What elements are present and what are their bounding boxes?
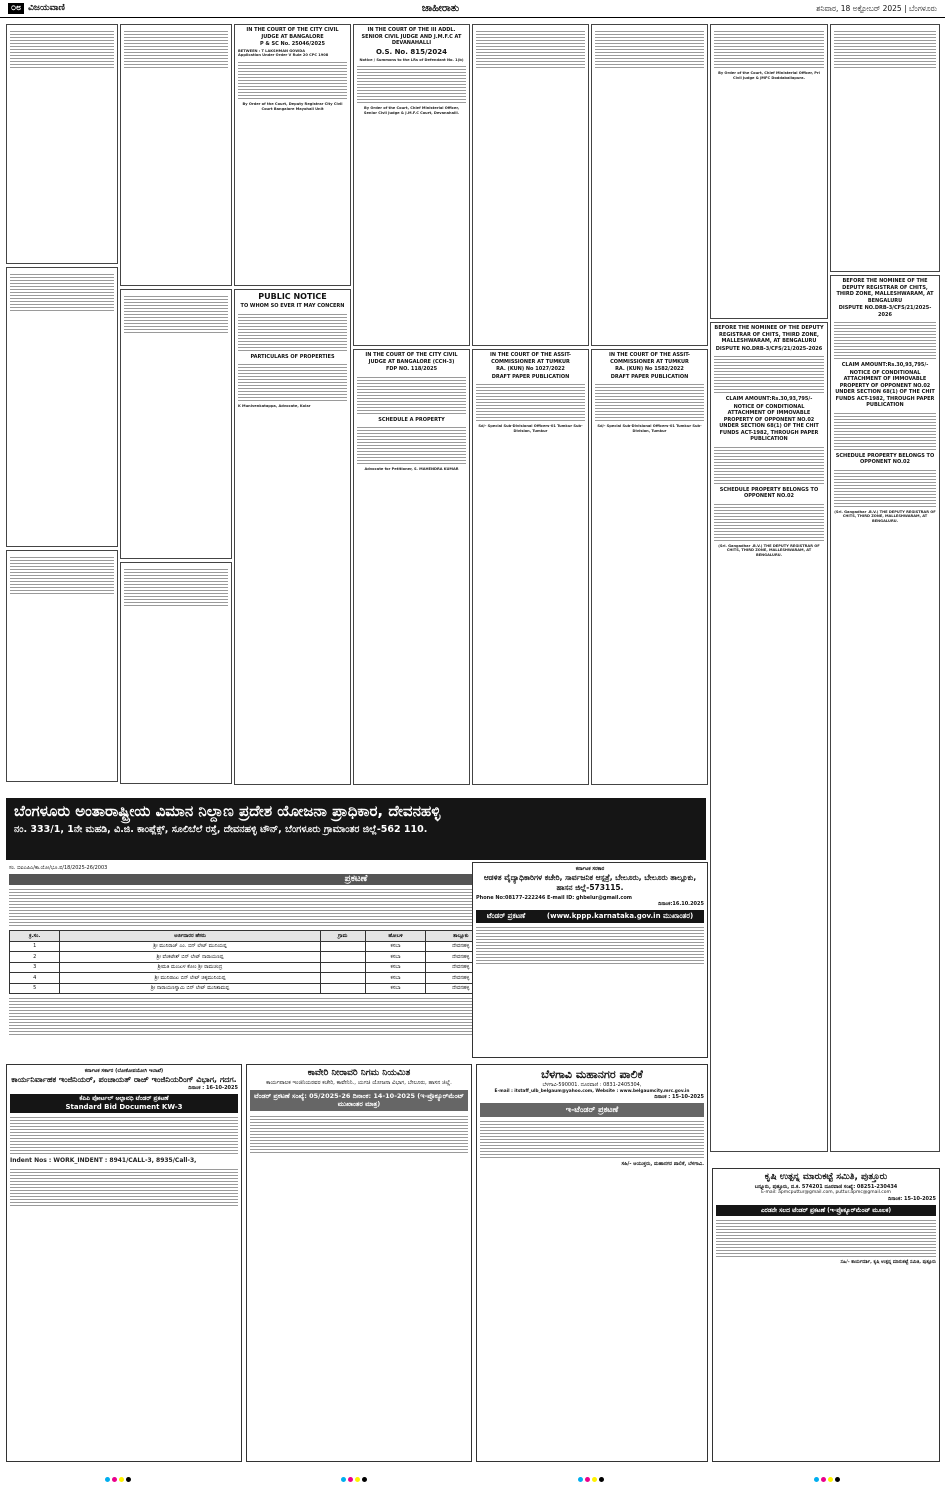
table-cell: 1 [10, 941, 60, 952]
table-header: ಹೋಬಳಿ [365, 931, 426, 942]
notice-kannada-6 [120, 562, 232, 784]
cauvery-tender [246, 1064, 472, 1462]
advocate: Advocate for Petitioner, S. MAHENDRA KUMAR [364, 467, 459, 471]
table-cell: ಶ್ರೀ ವೆಂಕಟೇಶ್ ಬಿನ್ ಲೇಟ್ ನಾರಾಯಣಪ್ಪ [60, 952, 320, 963]
body-text-block [716, 1218, 936, 1258]
notice-deputy-registrar-2 [830, 275, 940, 1152]
case-number: FDP NO. 118/2025 [385, 366, 438, 372]
tender-heading: ಟೆಂಡರ್ ಪ್ರಕಟಣೆ ಸಂಖ್ಯೆ: 05/2025-26 ದಿನಾಂಕ: 14-10-2025 (ಇ-ಪ್ರೊಕ್ಯೂರ್‌ಮೆಂಟ್ ಮುಖಾಂತರ ಮಾತ್ರ) [250, 1090, 468, 1111]
notice-title: IN THE COURT OF THE CITY CIVIL JUDGE AT BANGALORE [246, 27, 339, 40]
column-8 [830, 24, 940, 1164]
body-text-block [480, 1119, 704, 1159]
schedule: SCHEDULE PROPERTY BELONGS TO OPPONENT NO.02 [719, 486, 819, 499]
table-cell [320, 983, 365, 994]
body-text-block [714, 445, 824, 485]
draft-label: DRAFT PAPER PUBLICATION [610, 373, 689, 380]
issue-date: ಶನಿವಾರ, 18 ಅಕ್ಟೋಬರ್ 2025 | ಬೆಂಗಳೂರು [816, 3, 937, 13]
bial-address: ನಂ. 333/1, 1ನೇ ಮಹಡಿ, ವಿ.ಜಿ. ಕಾಂಪ್ಲೆಕ್ಸ್, ಸೂಲಿಬೆಲೆ ರಸ್ತೆ, ದೇವನಹಳ್ಳಿ ಟೌನ್, ಬೆಂಗಳೂರು ಗ್ರಾಮಾಂತರ ಜಿಲ್ಲೆ-562 110. [14, 823, 428, 835]
signed-by: (Sri. Gangadhar .B.V.) THE DEPUTY REGISTRAR OF CHITS, THIRD ZONE, MALLESHWARAM, AT BENGALURU. [718, 543, 820, 557]
column-4 [353, 24, 470, 792]
column-7 [710, 24, 828, 1164]
apmc-address: ಬನ್ನೂರು, ಪುತ್ತೂರು, ದ.ಕ. 574201 ದೂರವಾಣಿ ಸಂಖ್ಯೆ: 08251-230434 [754, 1183, 898, 1190]
notice-heading: NOTICE OF CONDITIONAL ATTACHMENT OF IMMOVABLE PROPERTY OF OPPONENT NO.02 UNDER SECTION 68(1) OF THE CHIT FUNDS ACT-1982, THROUGH PAPER PUBLICATION [719, 403, 819, 442]
notice-kannada-2 [6, 267, 118, 547]
notice-kannada-5 [120, 289, 232, 559]
body-text-block [238, 60, 347, 100]
gov-label: ಕರ್ನಾಟಕ ಸರಕಾರ [575, 866, 605, 872]
table-cell: ಕಸಬಾ [365, 962, 426, 973]
body-text-block [124, 567, 228, 607]
table-header: ತಾಲ್ಲೂಕು [426, 931, 496, 942]
body-text-block [714, 29, 824, 69]
notice-kannada-10 [830, 24, 940, 272]
section-title: ಜಾಹೀರಾತು [421, 3, 460, 14]
cauvery-title: ಕಾವೇರಿ ನೀರಾವರಿ ನಿಗಮ ನಿಯಮಿತ [307, 1068, 411, 1078]
kw-english: Standard Bid Document KW-3 [65, 1102, 183, 1111]
kw-heading [10, 1094, 238, 1113]
column-6 [591, 24, 708, 792]
cauvery-sub: ಕಾರ್ಯಪಾಲಕ ಇಂಜಿನಿಯರವರ ಕಚೇರಿ, ಕಾವೇನಿನಿ., ಯಗಚಿ ಯೋಜನಾ ವಿಭಾಗ, ಬೇಲೂರು, ಹಾಸನ ಜಿಲ್ಲೆ. [266, 1079, 452, 1086]
petitioner: BETWEEN : T LAKSHMAN GOWDA [238, 48, 305, 53]
body-text-block [357, 375, 466, 415]
signed-by: Sd/- Special Sub-Divisional Officers-01 Tumkur Sub-Division, Tumkur [478, 424, 583, 433]
pwd-title: ಕಾರ್ಯನಿರ್ವಾಹಕ ಇಂಜಿನಿಯರ್, ಪಂಚಾಯತ್ ರಾಜ್ ಇಂಜಿನಿಯರಿಂಗ್ ವಿಭಾಗ, ಗದಗ. [11, 1074, 237, 1084]
notice-city-civil-cch3 [353, 349, 470, 785]
body-text-block [714, 354, 824, 394]
hospital-date: ದಿನಾಂಕ:16.10.2025 [658, 901, 704, 908]
notice-tumkur-1 [472, 349, 589, 785]
table-header: ಕ್ರ.ಸಂ. [10, 931, 60, 942]
apmc-sign: ಸಹಿ/- ಕಾರ್ಯದರ್ಶಿ, ಕೃಷಿ ಉತ್ಪನ್ನ ಮಾರುಕಟ್ಟೆ ಸಮಿತಿ, ಪುತ್ತೂರು [840, 1260, 936, 1266]
table-cell: 2 [10, 952, 60, 963]
belagavi-sign: ಸಹಿ/- ಆಯುಕ್ತರು, ಮಹಾನಗರ ಪಾಲಿಕೆ, ಬೆಳಗಾವಿ. [621, 1161, 704, 1168]
page-header [0, 0, 945, 18]
claim-amount: CLAIM AMOUNT:Rs.30,93,795/- [841, 362, 929, 368]
notice-title: IN THE COURT OF THE III ADDL. SENIOR CIVIL JUDGE AND J.M.F.C AT DEVANAHALLI [361, 27, 462, 46]
body-text-block [10, 555, 114, 595]
bial-title: ಬೆಂಗಳೂರು ಅಂತಾರಾಷ್ಟ್ರೀಯ ವಿಮಾನ ನಿಲ್ದಾಣ ಪ್ರದೇಶ ಯೋಜನಾ ಪ್ರಾಧಿಕಾರ, ದೇವನಹಳ್ಳಿ [14, 802, 441, 820]
notice-tumkur-2 [591, 349, 708, 785]
notice-title: IN THE COURT OF THE ASSIT- COMMISSIONER AT TUMKUR [609, 352, 690, 365]
belagavi-title: ಬೆಳಗಾವಿ ಮಹಾನಗರ ಪಾಲಿಕೆ [541, 1068, 643, 1081]
schedule: SCHEDULE PROPERTY BELONGS TO OPPONENT NO.02 [835, 452, 935, 465]
tender-url: (www.kppp.karnataka.gov.in ಮುಖಾಂತರ) [546, 911, 694, 920]
body-text-block [10, 1167, 238, 1207]
particulars: PARTICULARS OF PROPERTIES [250, 353, 335, 360]
body-text-block [834, 468, 936, 508]
kw-kannada: ಕೆಪಿಪಿ ಪೋರ್ಟಲ್ ಅಲ್ಪಾವಧಿ ಟೆಂಡರ್ ಪ್ರಕಟಣೆ [79, 1094, 169, 1102]
table-cell: ಶ್ರೀ ನಾರಾಯಣಸ್ವಾಮಿ ಬಿನ್ ಲೇಟ್ ಮುನಿಶಾಮಪ್ಪ [60, 983, 320, 994]
draft-label: DRAFT PAPER PUBLICATION [491, 373, 570, 380]
by-order: By Order of the Court, Chief Ministerial Officer, Prl Civil Judge & JMFC Doddaballapura. [718, 71, 820, 80]
body-text-block [476, 382, 585, 422]
body-text-block [250, 1114, 468, 1154]
table-cell [320, 962, 365, 973]
table-cell: ಶ್ರೀ ಮುನಿರಾಜು ಬಿನ್ ಲೇಟ್ ಚಿಕ್ಕಮುನಿಯಪ್ಪ [60, 973, 320, 984]
table-cell: ಶ್ರೀ ಮುನಿರಾಜ್ ಎಂ. ಬಿನ್ ಲೇಟ್ ಮುನಿಯಪ್ಪ [60, 941, 320, 952]
prakatane-heading: ಪ್ರಕಟಣೆ [9, 874, 703, 886]
body-text-block [238, 362, 347, 402]
case-number: RA. (KUN) No 1582/2022 [615, 366, 684, 372]
notice-heading: NOTICE OF CONDITIONAL ATTACHMENT OF IMMOVABLE PROPERTY OF OPPONENT NO.02 UNDER SECTION 68(1) OF THE CHIT FUNDS ACT-1982, THROUGH PAPER PUBLICATION [835, 369, 935, 408]
apmc-email: E-mail: apmcputtur@gmail.com, puttur.apmc@gmail.com [761, 1190, 891, 1196]
dispute-no: DISPUTE NO.DRB-3/CFS/21/2025-2026 [715, 345, 823, 352]
by-order: By Order of the Court, Deputy Registrar City Civil Court Bangalore Mayohall Unit [242, 101, 343, 111]
notice-title: IN THE COURT OF THE CITY CIVIL JUDGE AT BANGALORE (CCH-3) [365, 352, 458, 365]
claim-amount: CLAIM AMOUNT:Rs.30,93,795/- [725, 396, 813, 402]
paper-name: ವಿಜಯವಾಣಿ [28, 2, 65, 13]
advocate: K Munivenkatappa, Advocate, Kolar [238, 404, 311, 409]
table-cell: ಕಸಬಾ [365, 941, 426, 952]
notice-title: BEFORE THE NOMINEE OF THE DEPUTY REGISTRAR OF CHITS, THIRD ZONE, MALLESHWARAM, AT BENGALURU [836, 278, 934, 304]
table-cell: ಕಸಬಾ [365, 983, 426, 994]
table-cell: ದೇವನಹಳ್ಳಿ [426, 973, 496, 984]
tender-heading: ಎರಡನೇ ಸಲದ ಟೆಂಡರ್ ಪ್ರಕಟಣೆ (ಇ-ಪ್ರೊಕ್ಯೂರ್‌ಮೆಂಟ್ ಮೂಲಕ) [716, 1205, 936, 1217]
belagavi-tender [476, 1064, 708, 1462]
notice-kannada-3 [6, 550, 118, 782]
hospital-title: ಆಡಳಿತ ವೈದ್ಯಾಧಿಕಾರಿಗಳ ಕಚೇರಿ, ಸಾರ್ವಜನಿಕ ಆಸ್ಪತ್ರೆ, ಬೇಲೂರು, ಬೇಲೂರು ತಾಲ್ಲೂಕು, ಹಾಸನ ಜಿಲ್ಲೆ-573115. [483, 872, 697, 892]
table-cell [320, 952, 365, 963]
notice-deputy-registrar-1 [710, 322, 828, 1152]
signed-by: Sd/- Special Sub-Divisional Officers-01 Tumkur Sub-Division, Tumkur [597, 424, 702, 433]
notice-city-civil [234, 24, 351, 286]
body-text-block [357, 425, 466, 465]
gov-label: ಕರ್ನಾಟಕ ಸರ್ಕಾರ (ಲೋಕೋಪಯೋಗಿ ಇಲಾಖೆ) [84, 1068, 164, 1074]
notice-kannada-8 [591, 24, 708, 346]
order-line: Application Under Order V Rule 20 CPC 1908 [238, 53, 329, 58]
body-text-block [10, 1115, 238, 1155]
dispute-no: DISPUTE NO.DRB-3/CFS/21/2025-2026 [838, 305, 932, 318]
column-1 [6, 24, 118, 792]
notice-line: Notice / Summons to the LRs of Defendant No. 1(b) [359, 57, 464, 62]
belagavi-address: ಬೆಳಗಾವಿ-590001. ದೂರವಾಣಿ : 0831-2405304, [542, 1082, 642, 1089]
table-cell: ದೇವನಹಳ್ಳಿ [426, 941, 496, 952]
notice-public [234, 289, 351, 785]
belagavi-email: E-mail : itstaff_ulb_belgaum@yahoo.com, Website : www.belgaumcity.mrc.gov.in [494, 1088, 690, 1094]
case-number: O.S. No. 815/2024 [375, 47, 447, 56]
bial-banner [6, 798, 706, 860]
body-text-block [238, 312, 347, 352]
hospital-tender [472, 862, 708, 1058]
notice-title: IN THE COURT OF THE ASSIT- COMMISSIONER AT TUMKUR [490, 352, 571, 365]
body-text-block [476, 29, 585, 69]
body-text-block [124, 294, 228, 334]
table-cell [320, 941, 365, 952]
column-2 [120, 24, 232, 792]
schedule: SCHEDULE A PROPERTY [378, 416, 445, 423]
body-text-block [834, 411, 936, 451]
tender-label: ಟೆಂಡರ್ ಪ್ರಕಟಣೆ [486, 911, 526, 920]
apmc-date: ದಿನಾಂಕ: 15-10-2025 [888, 1196, 936, 1203]
column-5 [472, 24, 589, 792]
body-text-block [124, 29, 228, 69]
signed-by: (Sri. Gangadhar .B.V.) THE DEPUTY REGISTRAR OF CHITS, THIRD ZONE, MALLESHWARAM, AT BENGALURU. [834, 509, 936, 523]
table-cell: ದೇವನಹಳ್ಳಿ [426, 962, 496, 973]
pwd-tender [6, 1064, 242, 1462]
body-text-block [476, 925, 704, 965]
table-cell: ದೇವನಹಳ್ಳಿ [426, 952, 496, 963]
body-text-block [714, 502, 824, 542]
notice-title: PUBLIC NOTICE [258, 292, 327, 301]
body-text-block [595, 382, 704, 422]
notice-kannada-4 [120, 24, 232, 286]
table-cell: ದೇವನಹಳ್ಳಿ [426, 983, 496, 994]
belagavi-date: ದಿನಾಂಕ : 15-10-2025 [654, 1094, 704, 1101]
registration-marks [0, 1477, 945, 1483]
table-cell: 4 [10, 973, 60, 984]
body-text-block [595, 29, 704, 69]
table-cell: 3 [10, 962, 60, 973]
body-text-block [834, 320, 936, 360]
apmc-title: ಕೃಷಿ ಉತ್ಪನ್ನ ಮಾರುಕಟ್ಟೆ ಸಮಿತಿ, ಪುತ್ತೂರು [764, 1172, 888, 1182]
indent: Indent Nos : WORK_INDENT : 8941/CALL-3, 8935/Call-3, [10, 1156, 197, 1164]
body-text-block [357, 64, 466, 104]
tender-bar [476, 910, 704, 923]
notice-subtitle: TO WHOM SO EVER IT MAY CONCERN [240, 303, 345, 310]
apmc-tender [712, 1168, 940, 1462]
table-header: ಗ್ರಾಮ [320, 931, 365, 942]
tender-heading: ಇ-ಟೆಂಡರ್ ಪ್ರಕಟಣೆ [480, 1103, 704, 1117]
page-number: ೦೮ [8, 3, 24, 15]
case-number: P & SC No. 25046/2025 [260, 41, 325, 47]
case-number: RA. (KUN) No 1027/2022 [496, 366, 565, 372]
ref-number: ಸಂ. ಬಿಐಎಪಿಎ/ಕಾ.ಯೋ/ಭೂ.ಪ/18/2025-26/2003 [9, 865, 108, 871]
notice-title: BEFORE THE NOMINEE OF THE DEPUTY REGISTRAR OF CHITS, THIRD ZONE, MALLESHWARAM, AT BENGALURU [714, 325, 824, 344]
table-cell: 5 [10, 983, 60, 994]
table-header: ಅರ್ಜಿದಾರರ ಹೆಸರು [60, 931, 320, 942]
notice-kannada-7 [472, 24, 589, 346]
table-cell: ಶ್ರೀಮತಿ ಮಂಜುಳ ಕೋಂ ಶ್ರೀ ರಾಮಚಂದ್ರ [60, 962, 320, 973]
body-text-block [834, 29, 936, 69]
pwd-date: ದಿನಾಂಕ : 16-10-2025 [188, 1085, 238, 1092]
by-order: By Order of the Court, Chief Ministerial Officer, Senior Civil Judge & J.M.F.C Court, Devanahalli. [363, 106, 460, 116]
table-cell [320, 973, 365, 984]
table-cell: ಕಸಬಾ [365, 973, 426, 984]
body-text-block [10, 272, 114, 312]
column-3 [234, 24, 351, 792]
notice-devanahalli [353, 24, 470, 346]
notice-kannada-1 [6, 24, 118, 264]
hospital-phone: Phone No:08177-222246 E-mail ID: ghbelur@gmail.com [476, 894, 632, 901]
notice-kannada-9 [710, 24, 828, 319]
table-cell: ಕಸಬಾ [365, 952, 426, 963]
body-text-block [10, 29, 114, 69]
